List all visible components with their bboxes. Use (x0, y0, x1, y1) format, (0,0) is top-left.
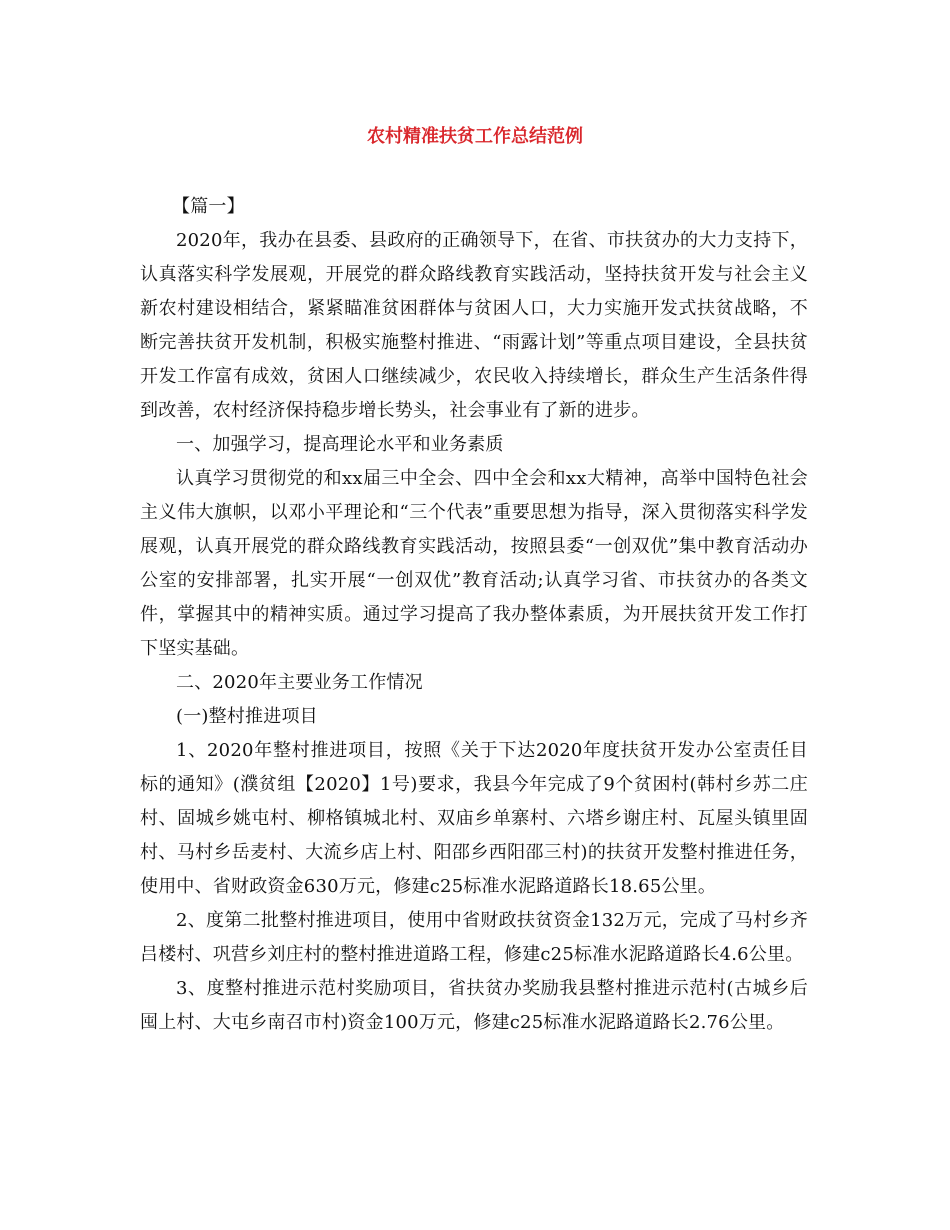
item-3-paragraph: 3、度整村推进示范村奖励项目，省扶贫办奖励我县整村推进示范村(古城乡后囤上村、大屯乡南召市村)资金100万元，修建c25标准水泥路道路长2.76公里。 (140, 978, 808, 1033)
item-1-paragraph: 1、2020年整村推进项目，按照《关于下达2020年度扶贫开发办公室责任目标的通知》(濮贫组【2020】1号)要求，我县今年完成了9个贫困村(韩村乡苏二庄村、固城乡姚屯村、柳格镇城北村、双庙乡单寨村、六塔乡谢庄村、瓦屋头镇里固村、马村乡岳麦村、大流乡店上村、阳邵乡西阳邵三村)的扶贫开发整村推进任务，使用中、省财政资金630万元，修建c25标准水泥路道路长18.65公里。 (140, 740, 808, 897)
heading-main-work: 二、2020年主要业务工作情况 (176, 672, 423, 693)
study-paragraph: 认真学习贯彻党的和xx届三中全会、四中全会和xx大精神，高举中国特色社会主义伟大旗帜，以邓小平理论和“三个代表”重要思想为指导，深入贯彻落实科学发展观，认真开展党的群众路线教育实践活动，按照县委“一创双优”集中教育活动办公室的安排部署，扎实开展“一创双优”教育活动;认真学习省、市扶贫办的各类文件，掌握其中的精神实质。通过学习提高了我办整体素质，为开展扶贫开发工作打下坚实基础。 (140, 468, 808, 659)
section-label: 【篇一】 (172, 196, 245, 217)
document-body (140, 190, 808, 1040)
heading-study: 一、加强学习，提高理论水平和业务素质 (176, 434, 504, 455)
subheading-village-project: (一)整村推进项目 (176, 706, 318, 727)
document-title: 农村精准扶贫工作总结范例 (367, 126, 583, 147)
intro-paragraph: 2020年，我办在县委、县政府的正确领导下，在省、市扶贫办的大力支持下，认真落实科学发展观，开展党的群众路线教育实践活动，坚持扶贫开发与社会主义新农村建设相结合，紧紧瞄准贫困群体与贫困人口，大力实施开发式扶贫战略，不断完善扶贫开发机制，积极实施整村推进、“雨露计划”等重点项目建设，全县扶贫开发工作富有成效，贫困人口继续减少，农民收入持续增长，群众生产生活条件得到改善，农村经济保持稳步增长势头，社会事业有了新的进步。 (140, 230, 808, 421)
item-2-paragraph: 2、度第二批整村推进项目，使用中省财政扶贫资金132万元，完成了马村乡齐吕楼村、巩营乡刘庄村的整村推进道路工程，修建c25标准水泥路道路长4.6公里。 (140, 910, 808, 965)
